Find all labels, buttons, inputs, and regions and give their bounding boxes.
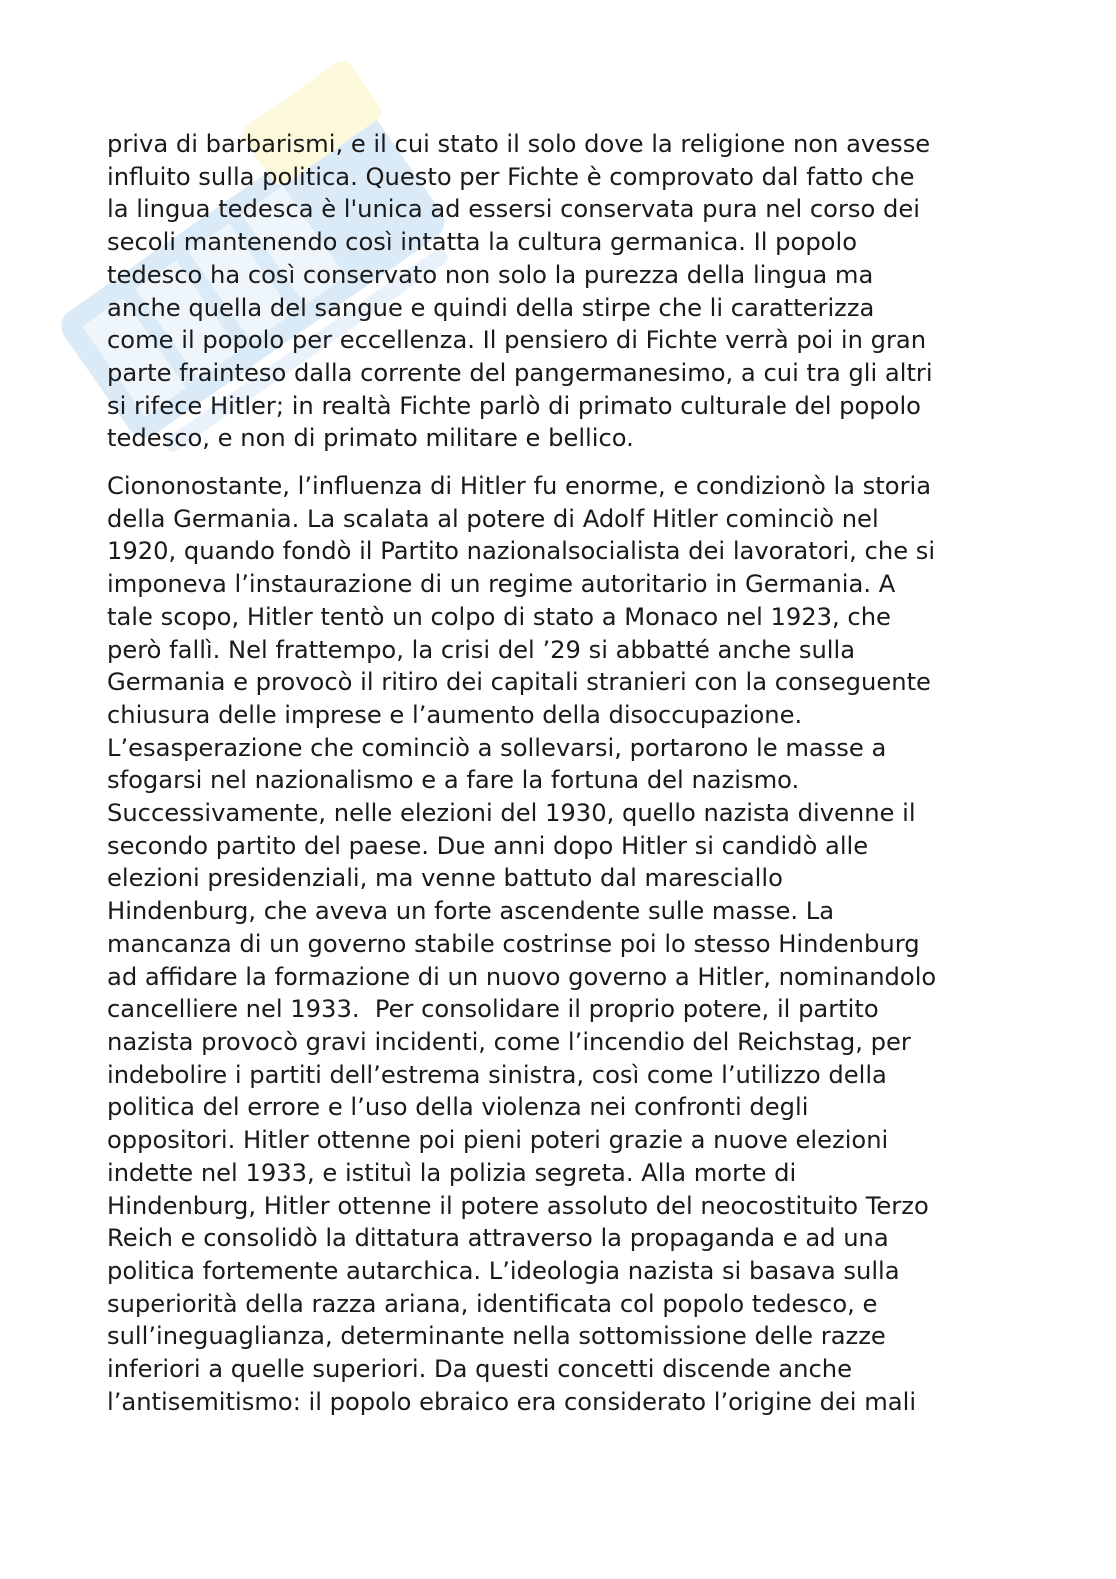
text-line: indette nel 1933, e istituì la polizia segreta. Alla morte di [107, 1158, 797, 1187]
text-line: indebolire i partiti dell’estrema sinistra, così come l’utilizzo della [107, 1060, 887, 1089]
text-line: come il popolo per eccellenza. Il pensiero di Fichte verrà poi in gran [107, 326, 927, 355]
text-line: sull’ineguaglianza, determinante nella sottomissione delle razze [107, 1322, 886, 1351]
text-line: sfogarsi nel nazionalismo e a fare la fortuna del nazismo. [107, 766, 800, 795]
text-line: parte frainteso dalla corrente del pangermanesimo, a cui tra gli altri [107, 358, 933, 387]
text-line: si rifece Hitler; in realtà Fichte parlò di primato culturale del popolo [107, 391, 921, 420]
text-line: secoli mantenendo così intatta la cultura germanica. Il popolo [107, 228, 858, 257]
text-line: chiusura delle imprese e l’aumento della disoccupazione. [107, 700, 803, 729]
text-line: mancanza di un governo stabile costrinse poi lo stesso Hindenburg [107, 929, 920, 958]
text-line: ad affidare la formazione di un nuovo governo a Hitler, nominandolo [107, 962, 937, 991]
text-line: L’esasperazione che cominciò a sollevarsi, portarono le masse a [107, 733, 887, 762]
text-line: elezioni presidenziali, ma venne battuto dal maresciallo [107, 864, 783, 893]
text-line: nazista provocò gravi incidenti, come l’incendio del Reichstag, per [107, 1027, 911, 1056]
text-line: Successivamente, nelle elezioni del 1930, quello nazista divenne il [107, 799, 916, 828]
text-line: superiorità della razza ariana, identificata col popolo tedesco, e [107, 1289, 878, 1318]
text-line: Reich e consolidò la dittatura attraverso la propaganda e ad una [107, 1224, 889, 1253]
text-line: Germania e provocò il ritiro dei capitali stranieri con la conseguente [107, 668, 931, 697]
text-line: tedesco, e non di primato militare e bellico. [107, 424, 634, 453]
text-line: tedesco ha così conservato non solo la purezza della lingua ma [107, 260, 874, 289]
text-line: inferiori a quelle superiori. Da questi concetti discende anche [107, 1355, 852, 1384]
text-line: priva di barbarismi, e il cui stato il solo dove la religione non avesse [107, 130, 931, 158]
text-line: l’antisemitismo: il popolo ebraico era considerato l’origine dei mali [107, 1387, 917, 1416]
text-line: però fallì. Nel frattempo, la crisi del ’29 si abbatté anche sulla [107, 635, 856, 664]
text-line: oppositori. Hitler ottenne poi pieni poteri grazie a nuove elezioni [107, 1126, 889, 1155]
paragraph [107, 128, 1007, 455]
text-line: 1920, quando fondò il Partito nazionalsocialista dei lavoratori, che si [107, 537, 936, 566]
text-line: Ciononostante, l’influenza di Hitler fu enorme, e condizionò la storia [107, 472, 932, 501]
text-line: politica del errore e l’uso della violenza nei confronti degli [107, 1093, 809, 1122]
text-line: Hindenburg, Hitler ottenne il potere assoluto del neocostituito Terzo [107, 1191, 929, 1220]
text-line: la lingua tedesca è l'unica ad essersi conservata pura nel corso dei [107, 195, 920, 224]
document-text [107, 128, 1007, 1418]
paragraph [107, 470, 1007, 1418]
text-line: secondo partito del paese. Due anni dopo Hitler si candidò alle [107, 831, 869, 860]
text-line: Hindenburg, che aveva un forte ascendente sulle masse. La [107, 897, 835, 926]
text-line: influito sulla politica. Questo per Fichte è comprovato dal fatto che [107, 162, 915, 191]
text-line: cancelliere nel 1933. Per consolidare il proprio potere, il partito [107, 995, 879, 1024]
text-line: politica fortemente autarchica. L’ideologia nazista si basava sulla [107, 1256, 900, 1285]
text-line: della Germania. La scalata al potere di Adolf Hitler cominciò nel [107, 504, 879, 533]
text-line: anche quella del sangue e quindi della stirpe che li caratterizza [107, 293, 875, 322]
text-line: imponeva l’instaurazione di un regime autoritario in Germania. A [107, 570, 896, 599]
text-line: tale scopo, Hitler tentò un colpo di stato a Monaco nel 1923, che [107, 602, 891, 631]
